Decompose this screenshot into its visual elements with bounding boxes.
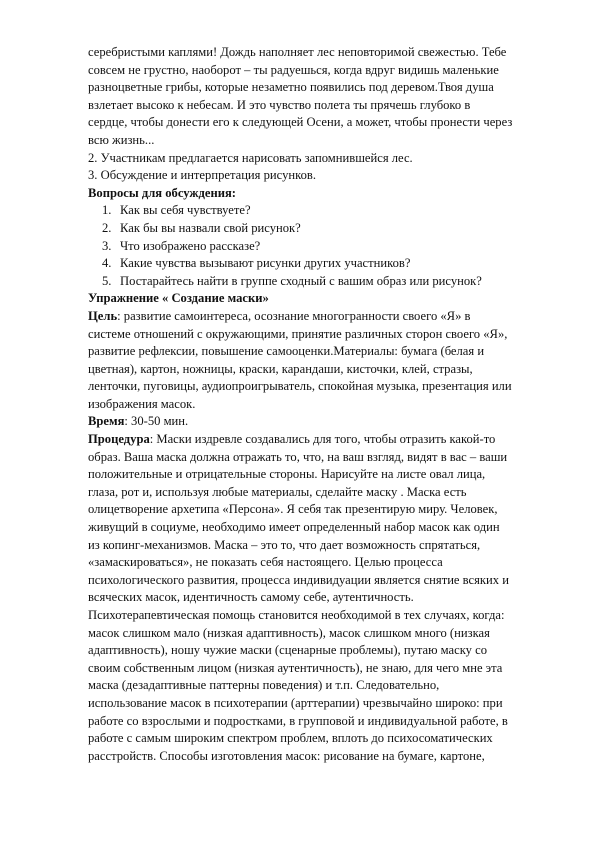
- list-number: 5.: [102, 273, 112, 288]
- text-line: живущий в социуме, необходимо имеет определенный набор масок как один: [88, 520, 500, 535]
- list-text: Как бы вы назвали свой рисунок?: [120, 220, 301, 235]
- text-line: положительные и отрицательные стороны. Нарисуйте на листе овал лица,: [88, 467, 486, 482]
- text-line: глаза, рот и, используя любые материалы, сделайте маску . Маска есть: [88, 484, 467, 499]
- list-number: 3.: [102, 238, 112, 253]
- text-line: использование масок в психотерапии (арттерапии) чрезвычайно широко: при: [88, 695, 503, 710]
- goal-label: Цель: [88, 308, 118, 323]
- list-item: [88, 202, 533, 220]
- text-line: адаптивность), ношу чужие маски (сценарные проблемы), путаю маску со: [88, 643, 487, 658]
- list-text: Что изображено рассказе?: [120, 238, 261, 253]
- text-line: ленточки, пуговицы, аудиопроигрыватель, спокойная музыка, презентация или: [88, 379, 512, 394]
- text-line: «замаскироваться», не показать себя настоящего. Целью процесса: [88, 555, 443, 570]
- text-line: маска (дезадаптивные паттерны поведения) и т.п. Следовательно,: [88, 678, 440, 693]
- goal-paragraph: [88, 308, 533, 414]
- goal-text: : развитие самоинтереса, осознание многогранности своего «Я» в: [117, 308, 471, 323]
- text-line: разноцветные грибы, которые незаметно появились под деревом.Твоя душа: [88, 80, 494, 95]
- step-2: 2. Участникам предлагается нарисовать запомнившейся лес.: [88, 150, 413, 165]
- text-line: работе со взрослыми и подростками, в групповой и индивидуальной работе, в: [88, 713, 508, 728]
- text-line: расстройств. Способы изготовления масок: рисование на бумаге, картоне,: [88, 748, 485, 763]
- text-line: сердце, чтобы донести его к следующей Осени, а может, чтобы пронести через: [88, 115, 513, 130]
- text-line: изображения масок.: [88, 396, 196, 411]
- document-page: [88, 44, 533, 765]
- text-line: взлетает высоко к небесам. И это чувство полета ты прячешь глубоко в: [88, 97, 471, 112]
- text-line: своим собственным лицом (низкая аутентичность), не знаю, для чего мне эта: [88, 660, 503, 675]
- list-text: Постарайтесь найти в группе сходный с вашим образ или рисунок?: [120, 273, 482, 288]
- text-line: серебристыми каплями! Дождь наполняет лес неповторимой свежестью. Тебе: [88, 45, 507, 59]
- text-line: психологического развития, процесса индивидуации является снятие всяких и: [88, 572, 509, 587]
- text-line: Психотерапевтическая помощь становится необходимой в тех случаях, когда:: [88, 608, 505, 622]
- text-line: [88, 431, 533, 449]
- time-line: [88, 413, 533, 431]
- text-line: совсем не грустно, наоборот – ты радуешься, когда вдруг видишь маленькие: [88, 62, 499, 77]
- text-line: всю жизнь...: [88, 132, 155, 147]
- text-line: развитие рефлексии, повышение самооценки.Материалы: бумага (белая и: [88, 344, 485, 359]
- list-number: 2.: [102, 220, 112, 235]
- list-item: [88, 273, 533, 291]
- procedure-label: Процедура: [88, 432, 150, 447]
- step-3: 3. Обсуждение и интерпретация рисунков.: [88, 168, 316, 183]
- text-line: цветная), картон, ножницы, краски, карандаши, кисточки, клей, стразы,: [88, 361, 473, 376]
- questions-list: [88, 202, 533, 290]
- list-item: [88, 238, 533, 256]
- time-label: Время: [88, 414, 125, 429]
- list-number: 1.: [102, 203, 112, 218]
- text-line: олицетворение архетипа «Персона». Я себя так презентирую миру. Человек,: [88, 502, 498, 517]
- procedure-text: : Маски издревле создавались для того, чтобы отразить какой-то: [149, 432, 496, 447]
- text-line: [88, 308, 533, 326]
- text-line: всяческих масок, идентичность самому себе, аутентичность.: [88, 590, 414, 605]
- text-line: системе отношений с окружающими, принятие различных сторон своего «Я»,: [88, 326, 508, 341]
- procedure-paragraph: [88, 431, 533, 765]
- questions-heading: Вопросы для обсуждения:: [88, 185, 236, 200]
- text-line: работе с самым широким спектром проблем, вплоть до психосоматических: [88, 731, 493, 746]
- exercise-title: Упражнение « Создание маски»: [88, 291, 269, 306]
- text-line: образ. Ваша маска должна отражать то, что, на ваш взгляд, видят в вас – ваши: [88, 449, 508, 464]
- list-text: Какие чувства вызывают рисунки других участников?: [120, 256, 411, 271]
- story-paragraph: [88, 44, 533, 150]
- time-value: : 30-50 мин.: [124, 414, 189, 429]
- list-item: [88, 220, 533, 238]
- list-text: Как вы себя чувствуете?: [120, 203, 251, 218]
- list-item: [88, 255, 533, 273]
- text-line: из копинг-механизмов. Маска – это то, что дает возможность спрятаться,: [88, 537, 481, 552]
- text-line: масок слишком мало (низкая адаптивность), масок слишком много (низкая: [88, 625, 490, 640]
- list-number: 4.: [102, 256, 112, 271]
